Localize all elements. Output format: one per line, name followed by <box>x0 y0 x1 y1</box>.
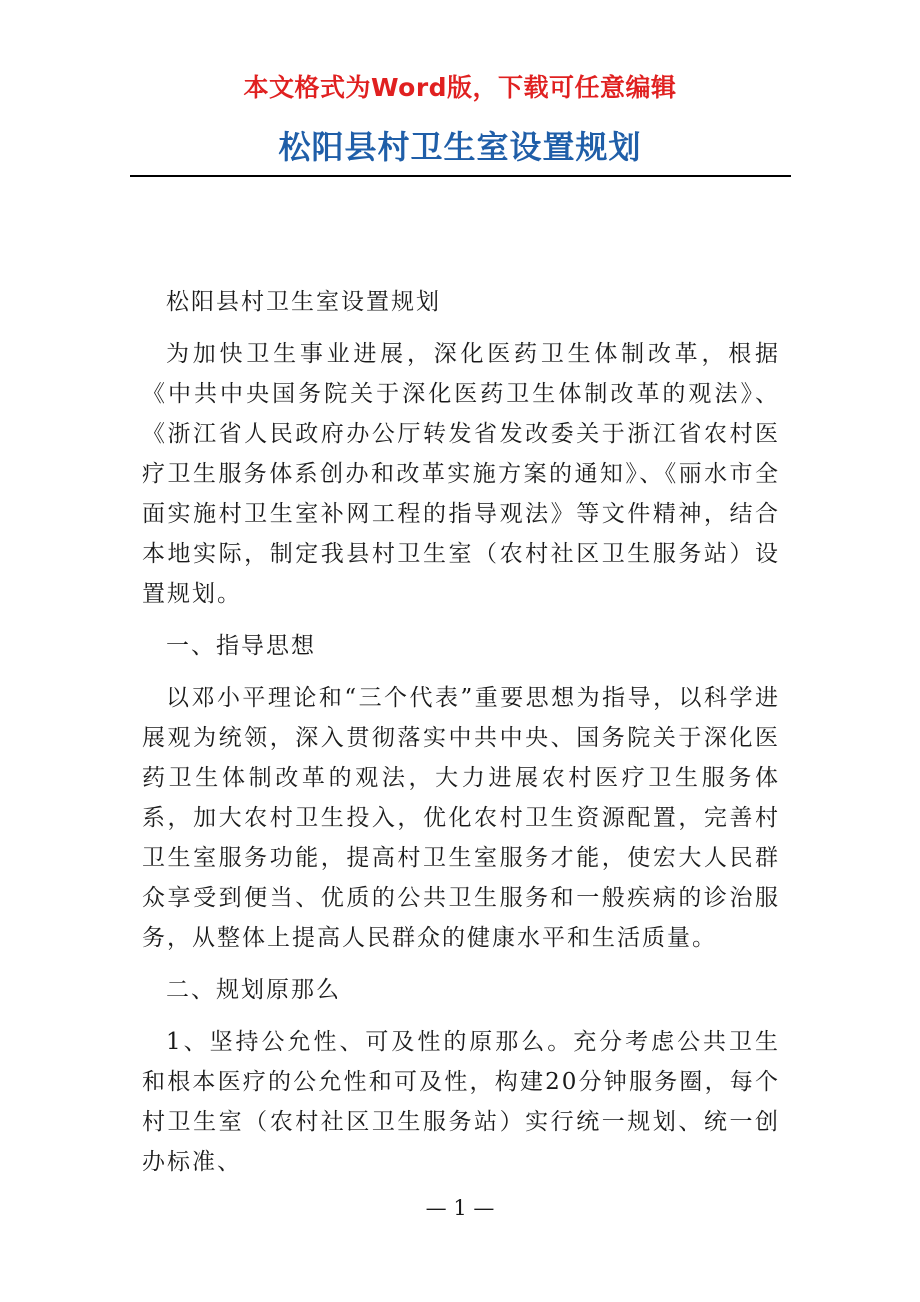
paragraph-principle-1: 1、坚持公允性、可及性的原那么。充分考虑公共卫生和根本医疗的公允性和可及性，构建20分钟服务圈，每个村卫生室（农村社区卫生服务站）实行统一规划、统一创办标准、 <box>142 1029 780 1175</box>
paragraph-intro: 为加快卫生事业进展，深化医药卫生体制改革，根据《中共中央国务院关于深化医药卫生体制改革的观法》、《浙江省人民政府办公厅转发省发改委关于浙江省农村医疗卫生服务体系创办和改革实施方案的通知》、《丽水市全面实施村卫生室补网工程的指导观法》等文件精神，结合本地实际，制定我县村卫生室（农村社区卫生服务站）设置规划。 <box>142 341 780 607</box>
word-format-banner: 本文格式为Word版，下载可任意编辑 <box>243 73 677 102</box>
paragraph-guiding-ideology: 以邓小平理论和“三个代表”重要思想为指导，以科学进展观为统领，深入贯彻落实中共中央、国务院关于深化医药卫生体制改革的观法，大力进展农村医疗卫生服务体系，加大农村卫生投入，优化农村卫生资源配置，完善村卫生室服务功能，提高村卫生室服务才能，使宏大人民群众享受到便当、优质的公共卫生服务和一般疾病的诊治服务，从整体上提高人民群众的健康水平和生活质量。 <box>142 685 780 951</box>
section-heading-guiding-ideology: 一、指导思想 <box>166 633 316 659</box>
document-body <box>142 282 780 1182</box>
title-divider <box>130 175 791 177</box>
document-title: 松阳县村卫生室设置规划 <box>278 128 642 166</box>
page-number: — 1 — <box>425 1196 495 1220</box>
body-heading: 松阳县村卫生室设置规划 <box>166 289 441 315</box>
section-heading-planning-principles: 二、规划原那么 <box>166 977 341 1003</box>
